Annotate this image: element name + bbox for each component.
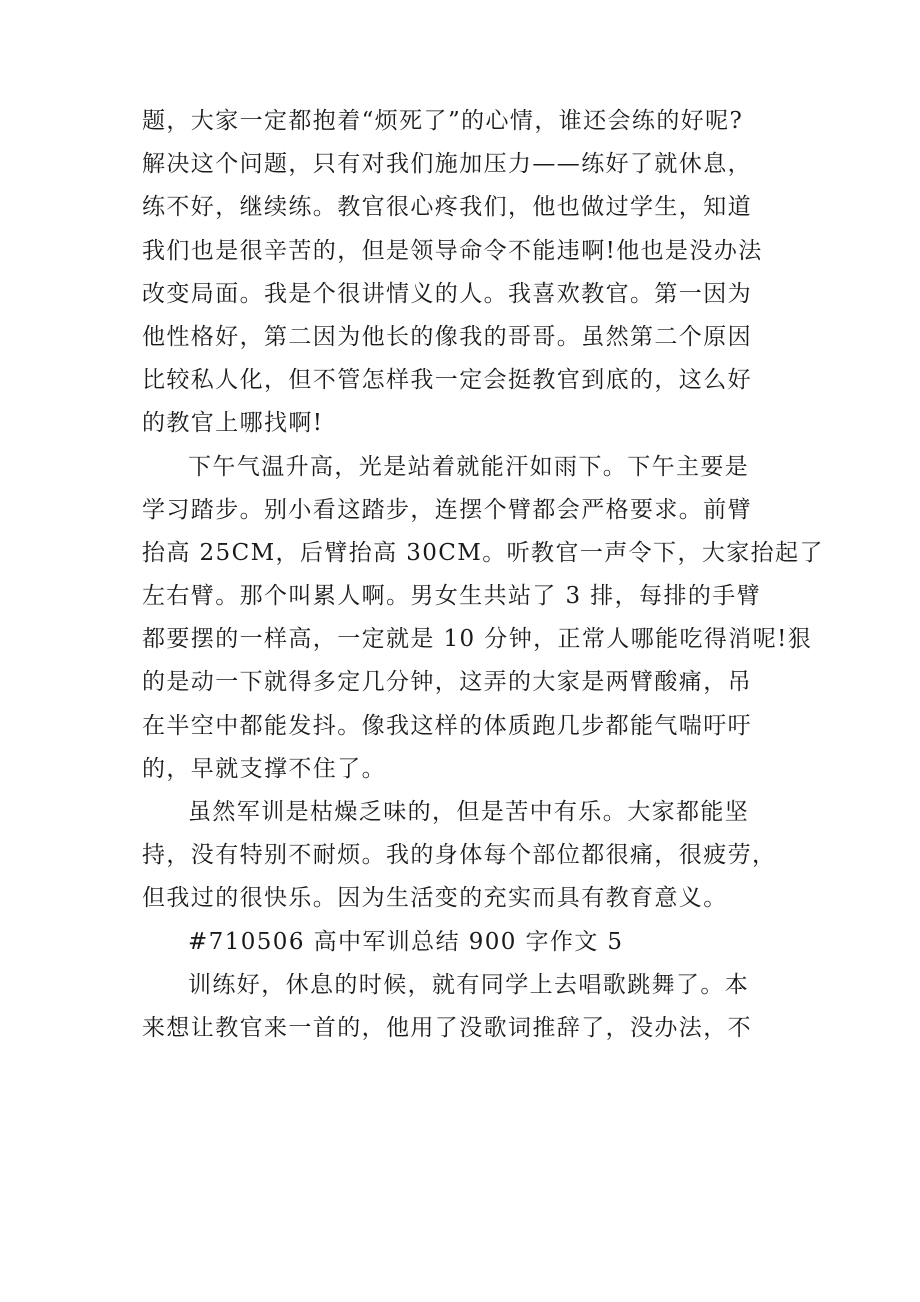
section-heading: #710506 高中军训总结 900 字作文 5: [188, 928, 624, 955]
text-line: 改变局面。我是个很讲情义的人。我喜欢教官。第一因为: [142, 280, 752, 307]
text-line: 的，早就支撑不住了。: [142, 755, 386, 782]
text-line: 持，没有特别不耐烦。我的身体每个部位都很痛，很疲劳，: [142, 842, 777, 869]
text-line: 我们也是很辛苦的，但是领导命令不能违啊!他也是没办法: [142, 237, 763, 264]
paragraph-start-line: 训练好，休息的时候，就有同学上去唱歌跳舞了。本: [188, 971, 750, 998]
text-line: 比较私人化，但不管怎样我一定会挺教官到底的，这么好: [142, 367, 752, 394]
text-line: 左右臂。那个叫累人啊。男女生共站了 3 排，每排的手臂: [142, 583, 762, 610]
text-line: 练不好，继续练。教官很心疼我们，他也做过学生，知道: [142, 194, 752, 221]
paragraph-start-line: 下午气温升高，光是站着就能汗如雨下。下午主要是: [188, 453, 750, 480]
text-line: 抬高 25CM，后臂抬高 30CM。听教官一声令下，大家抬起了: [142, 539, 824, 566]
paragraph-start-line: 虽然军训是枯燥乏味的，但是苦中有乐。大家都能坚: [188, 799, 750, 825]
text-line: 学习踏步。别小看这踏步，连摆个臂都会严格要求。前臂: [142, 496, 752, 523]
text-line: 解决这个问题，只有对我们施加压力——练好了就休息，: [142, 151, 752, 178]
text-line: 都要摆的一样高，一定就是 10 分钟，正常人哪能吃得消呢!狠: [142, 626, 813, 653]
text-line: 在半空中都能发抖。像我这样的体质跑几步都能气喘吁吁: [142, 712, 752, 739]
document-body: [142, 100, 822, 1050]
text-line: 他性格好，第二因为他长的像我的哥哥。虽然第二个原因: [142, 323, 752, 350]
text-line: 题，大家一定都抱着“烦死了”的心情，谁还会练的好呢?: [142, 108, 744, 134]
text-line: 的是动一下就得多定几分钟，这弄的大家是两臂酸痛，吊: [142, 669, 752, 696]
text-line: 的教官上哪找啊!: [142, 410, 324, 437]
text-line: 但我过的很快乐。因为生活变的充实而具有教育意义。: [142, 885, 728, 912]
text-line: 来想让教官来一首的，他用了没歌词推辞了，没办法，不: [142, 1014, 752, 1041]
